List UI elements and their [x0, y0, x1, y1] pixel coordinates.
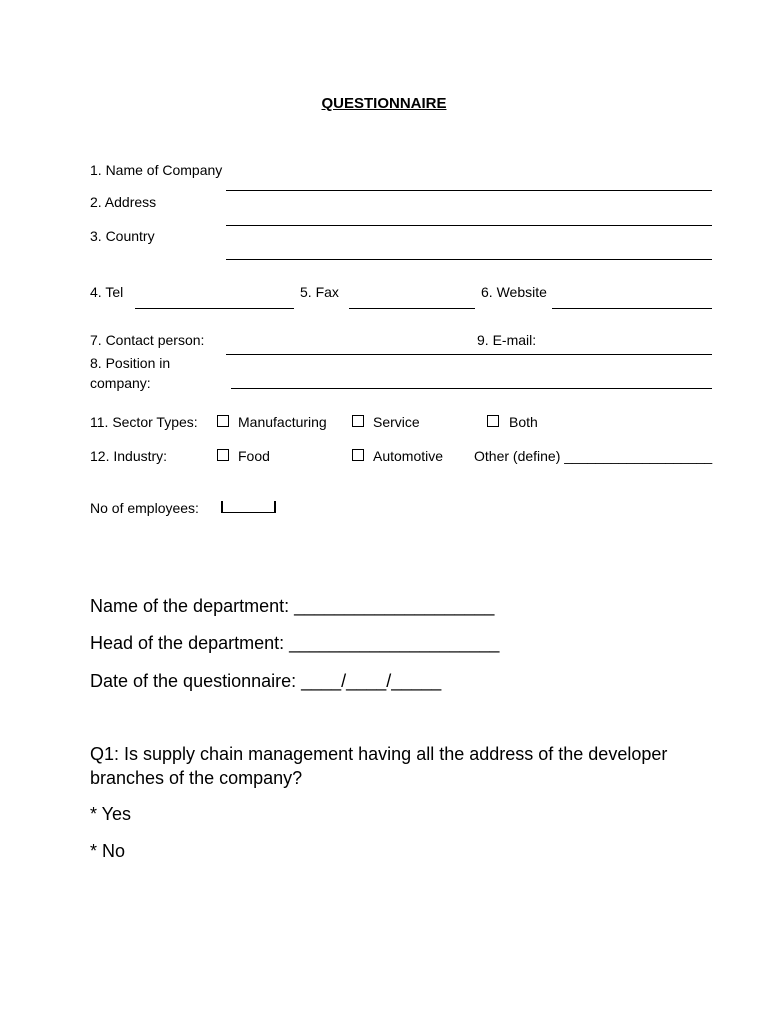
industry-label: 12. Industry:	[90, 448, 168, 464]
address-label: 2. Address	[90, 194, 157, 210]
company-name-line[interactable]	[226, 190, 712, 191]
food-label: Food	[238, 448, 270, 464]
tel-label: 4. Tel	[90, 284, 124, 300]
employees-input-box[interactable]	[221, 501, 276, 513]
q1-answer-yes[interactable]: * Yes	[90, 804, 132, 824]
sector-types-label: 11. Sector Types:	[90, 414, 198, 430]
employees-label: No of employees:	[90, 500, 199, 516]
other-industry-field[interactable]: Other (define) ___________________	[474, 448, 713, 464]
position-line[interactable]	[231, 388, 712, 389]
manufacturing-label: Manufacturing	[238, 414, 327, 430]
company-name-label: 1. Name of Company	[90, 162, 223, 178]
fax-label: 5. Fax	[300, 284, 339, 300]
both-label: Both	[509, 414, 538, 430]
both-checkbox[interactable]	[487, 415, 499, 427]
department-name-field[interactable]: Name of the department: ____________________	[90, 596, 495, 616]
automotive-label: Automotive	[373, 448, 444, 464]
questionnaire-date-field[interactable]: Date of the questionnaire: ____/____/_____	[90, 671, 442, 691]
country-label: 3. Country	[90, 228, 155, 244]
manufacturing-checkbox[interactable]	[217, 415, 229, 427]
tel-line[interactable]	[135, 308, 294, 309]
address-line[interactable]	[226, 225, 712, 226]
contact-person-label: 7. Contact person:	[90, 332, 205, 348]
website-line[interactable]	[552, 308, 712, 309]
contact-email-line[interactable]	[226, 354, 712, 355]
department-head-field[interactable]: Head of the department: _____________________	[90, 633, 500, 653]
q1-answer-no[interactable]: * No	[90, 841, 126, 861]
q1-question-line1: Q1: Is supply chain management having all the address of the developer	[90, 744, 668, 764]
service-checkbox[interactable]	[352, 415, 364, 427]
website-label: 6. Website	[481, 284, 547, 300]
email-label: 9. E-mail:	[477, 332, 537, 348]
fax-line[interactable]	[349, 308, 475, 309]
position-label-line1: 8. Position in	[90, 355, 171, 371]
page-title: QUESTIONNAIRE	[321, 95, 447, 112]
country-line[interactable]	[226, 259, 712, 260]
position-label-line2: company:	[90, 375, 151, 391]
q1-question-line2: branches of the company?	[90, 768, 303, 788]
service-label: Service	[373, 414, 420, 430]
automotive-checkbox[interactable]	[352, 449, 364, 461]
food-checkbox[interactable]	[217, 449, 229, 461]
